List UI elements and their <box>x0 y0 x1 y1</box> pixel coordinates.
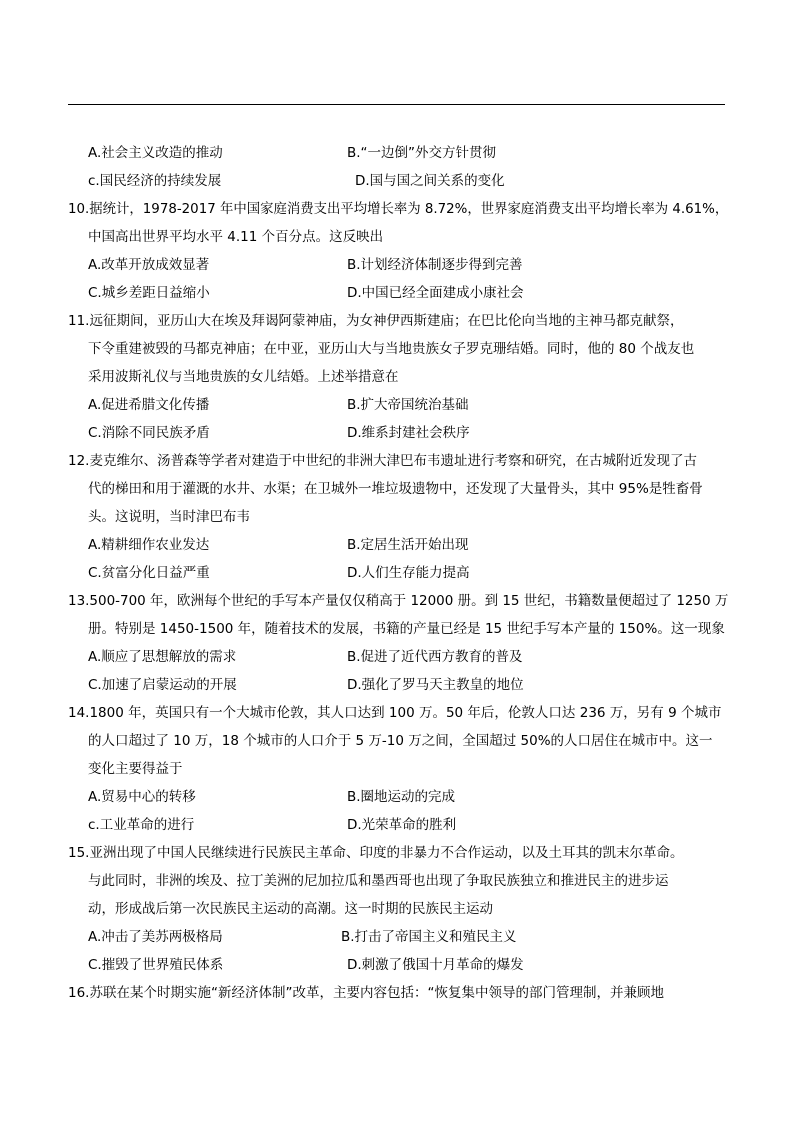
q12-stem-line-3: 头。这说明，当时津巴布韦 <box>88 509 250 525</box>
q15-stem-line-1: 15.亚洲出现了中国人民继续进行民族民主革命、印度的非暴力不合作运动，以及土耳其的凯末尔革命。 <box>68 845 684 861</box>
q9-option-c: c.国民经济的持续发展 <box>88 173 222 189</box>
q14-option-a: A.贸易中心的转移 <box>88 789 196 805</box>
q11-option-b: B.扩大帝国统治基础 <box>347 397 469 413</box>
q13-option-b: B.促进了近代西方教育的普及 <box>347 649 523 665</box>
header-rule <box>68 104 725 105</box>
q15-option-c: C.摧毁了世界殖民体系 <box>88 957 224 973</box>
q13-option-c: C.加速了启蒙运动的开展 <box>88 677 237 693</box>
q10-option-a: A.改革开放成效显著 <box>88 257 210 273</box>
q12-stem-line-1: 12.麦克维尔、汤普森等学者对建造于中世纪的非洲大津巴布韦遗址进行考察和研究，在古城附近发现了古 <box>68 453 697 469</box>
q14-option-d: D.光荣革命的胜利 <box>347 817 457 833</box>
q10-stem-line-2: 中国高出世界平均水平 4.11 个百分点。这反映出 <box>88 229 384 245</box>
q16-stem-line-1: 16.苏联在某个时期实施“新经济体制”改革，主要内容包括：“恢复集中领导的部门管理制，并兼顾地 <box>68 985 664 1001</box>
q13-option-a: A.顺应了思想解放的需求 <box>88 649 237 665</box>
q15-stem-line-3: 动，形成战后第一次民族民主运动的高潮。这一时期的民族民主运动 <box>88 901 493 917</box>
q13-stem-line-1: 13.500-700 年，欧洲每个世纪的手写本产量仅仅稍高于 12000 册。到 15 世纪，书籍数量便超过了 1250 万 <box>68 593 729 609</box>
q12-option-b: B.定居生活开始出现 <box>347 537 469 553</box>
q9-option-b: B.“一边倒”外交方针贯彻 <box>347 145 497 161</box>
q11-option-d: D.维系封建社会秩序 <box>347 425 470 441</box>
q11-stem-line-2: 下令重建被毁的马都克神庙；在中亚，亚历山大与当地贵族女子罗克珊结婚。同时，他的 80 个战友也 <box>88 341 695 357</box>
q10-option-c: C.城乡差距日益缩小 <box>88 285 210 301</box>
q11-option-c: C.消除不同民族矛盾 <box>88 425 210 441</box>
q14-option-c: c.工业革命的进行 <box>88 817 195 833</box>
q14-stem-line-1: 14.1800 年，英国只有一个大城市伦敦，其人口达到 100 万。50 年后，伦敦人口达 236 万，另有 9 个城市 <box>68 705 722 721</box>
q13-stem-line-2: 册。特别是 1450-1500 年，随着技术的发展，书籍的产量已经是 15 世纪手写本产量的 150%。这一现象 <box>88 621 725 637</box>
q15-option-d: D.刺激了俄国十月革命的爆发 <box>347 957 524 973</box>
q12-stem-line-2: 代的梯田和用于灌溉的水井、水渠；在卫城外一堆垃圾遗物中，还发现了大量骨头，其中 95%是牲畜骨 <box>88 481 703 497</box>
q14-stem-line-3: 变化主要得益于 <box>88 761 183 777</box>
q10-option-b: B.计划经济体制逐步得到完善 <box>347 257 523 273</box>
q9-option-d: D.国与国之间关系的变化 <box>355 173 505 189</box>
q12-option-c: C.贫富分化日益严重 <box>88 565 210 581</box>
q14-stem-line-2: 的人口超过了 10 万，18 个城市的人口介于 5 万-10 万之间，全国超过 50%的人口居住在城市中。这一 <box>88 733 713 749</box>
q11-stem-line-1: 11.远征期间，亚历山大在埃及拜谒阿蒙神庙，为女神伊西斯建庙；在巴比伦向当地的主神马都克献祭， <box>68 313 684 329</box>
q11-stem-line-3: 采用波斯礼仪与当地贵族的女儿结婚。上述举措意在 <box>88 369 399 385</box>
q9-option-a: A.社会主义改造的推动 <box>88 145 223 161</box>
q15-option-b: B.打击了帝国主义和殖民主义 <box>341 929 517 945</box>
q14-option-b: B.圈地运动的完成 <box>347 789 456 805</box>
q11-option-a: A.促进希腊文化传播 <box>88 397 210 413</box>
q10-stem-line-1: 10.据统计，1978-2017 年中国家庭消费支出平均增长率为 8.72%，世界家庭消费支出平均增长率为 4.61%， <box>68 201 729 217</box>
q12-option-a: A.精耕细作农业发达 <box>88 537 210 553</box>
q13-option-d: D.强化了罗马天主教皇的地位 <box>347 677 524 693</box>
q15-option-a: A.冲击了美苏两极格局 <box>88 929 223 945</box>
q12-option-d: D.人们生存能力提高 <box>347 565 470 581</box>
q10-option-d: D.中国已经全面建成小康社会 <box>347 285 524 301</box>
q15-stem-line-2: 与此同时，非洲的埃及、拉丁美洲的尼加拉瓜和墨西哥也出现了争取民族独立和推进民主的进步运 <box>88 873 669 889</box>
